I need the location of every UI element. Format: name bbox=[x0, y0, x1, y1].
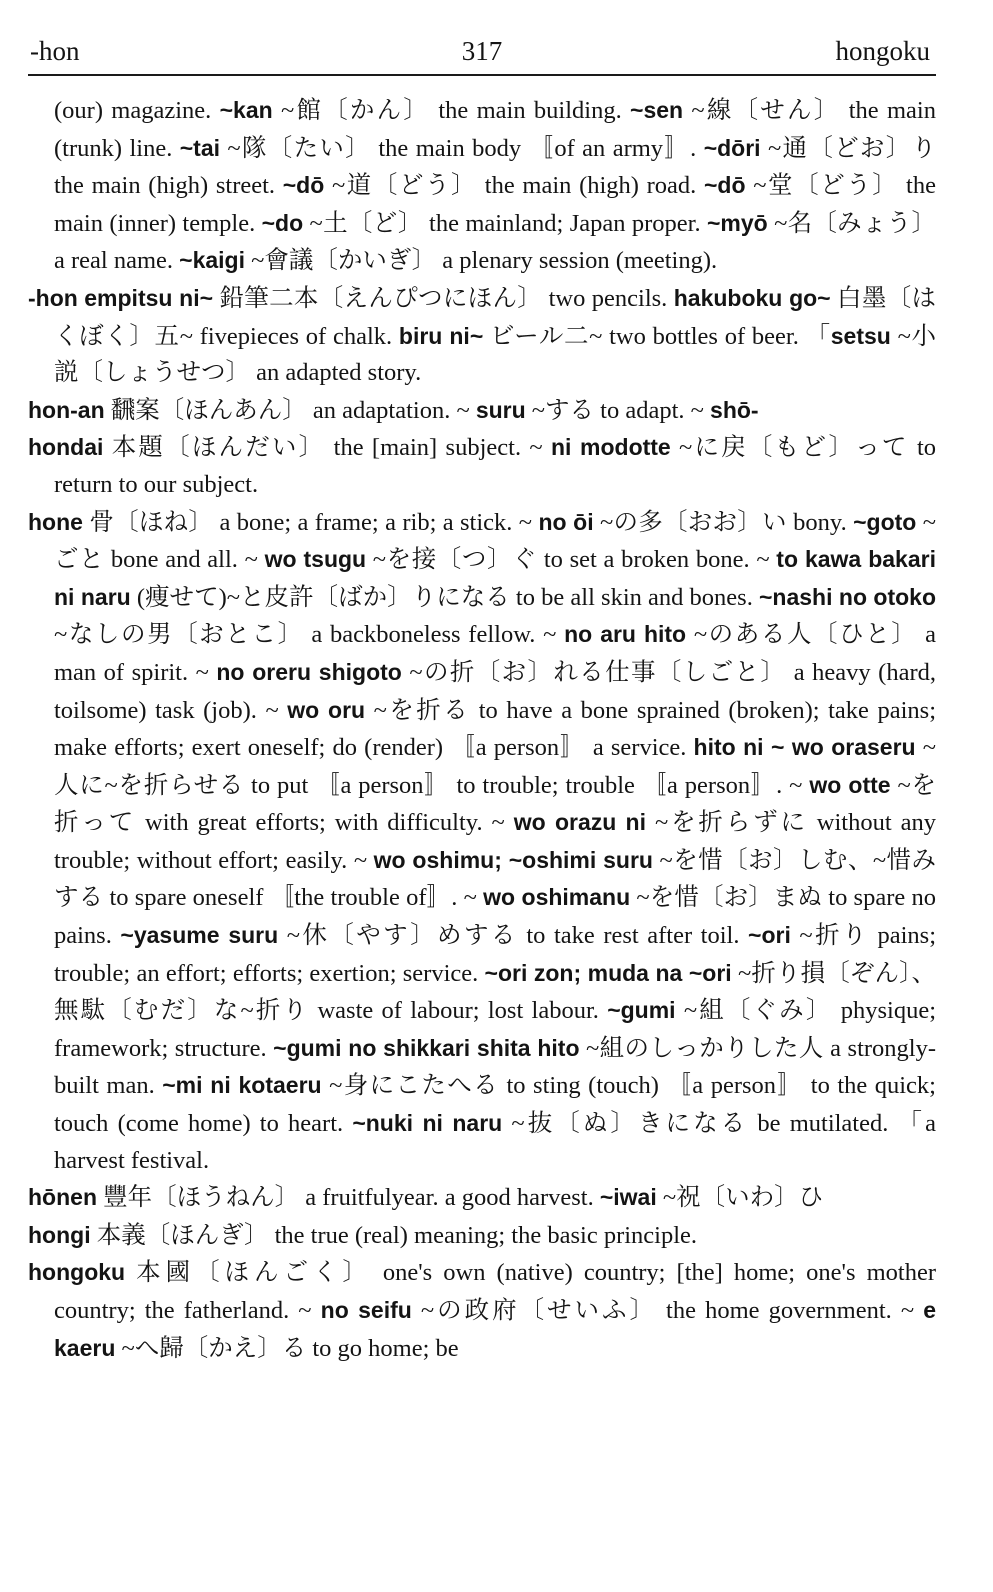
entry-text: 本義〔ほんぎ〕 the true (real) meaning; the basic principle. bbox=[90, 1221, 698, 1249]
page-header bbox=[28, 30, 936, 76]
romaji-phrase: ~iwai bbox=[599, 1184, 657, 1211]
entry-text: ~組〔ぐみ〕 physique; framework; structure. bbox=[54, 997, 937, 1062]
header-left-guide-word: -hon bbox=[30, 36, 80, 66]
romaji-phrase: no oreru shigoto bbox=[216, 658, 402, 685]
entry-headword: -hon bbox=[28, 284, 78, 311]
romaji-phrase: ~goto bbox=[853, 508, 917, 535]
entry-headword: hongi bbox=[28, 1221, 91, 1248]
dictionary-entry bbox=[28, 1254, 936, 1367]
romaji-phrase: biru ni~ bbox=[398, 322, 484, 349]
romaji-phrase: ~dō bbox=[282, 172, 325, 199]
romaji-phrase: wo oshimanu bbox=[483, 884, 631, 911]
romaji-phrase: wo tsugu bbox=[264, 546, 367, 573]
romaji-phrase: ~yasume suru bbox=[120, 922, 279, 949]
romaji-phrase: no seifu bbox=[320, 1297, 412, 1323]
romaji-phrase: ~dō bbox=[704, 172, 746, 199]
romaji-phrase: e kaeru bbox=[54, 1297, 937, 1361]
romaji-phrase: ni modotte bbox=[550, 434, 671, 461]
dictionary-entry bbox=[28, 280, 936, 392]
romaji-phrase: ~kaigi bbox=[179, 247, 246, 274]
entry-text: ~ごと bone and all. ~ bbox=[54, 508, 936, 574]
romaji-phrase: wo oshimu; ~oshimi suru bbox=[373, 846, 653, 873]
entry-text: (our) magazine. bbox=[54, 97, 220, 124]
entry-text: ~會議〔かいぎ〕 a plenary session (meeting). bbox=[245, 247, 718, 275]
entry-text: ~抜〔ぬ〕きになる be mutilated. 「a harvest festival. bbox=[54, 1110, 936, 1174]
romaji-phrase: ~kan bbox=[219, 97, 273, 123]
entry-text: ~身にこたへる to sting (touch) 〚a person〛 to the quick; touch (come home) to heart. bbox=[54, 1072, 936, 1138]
dictionary-entry bbox=[28, 504, 936, 1180]
entry-text: (痩せて)~と皮許〔ばか〕りになる to be all skin and bones. bbox=[130, 583, 759, 611]
entry-text: ~を折らずに without any trouble; without effort; easily. ~ bbox=[54, 809, 936, 874]
entry-text: ~道〔どう〕 the main (high) road. bbox=[324, 172, 704, 200]
entry-text: ~する to adapt. ~ bbox=[525, 396, 711, 424]
entry-text: ~を惜〔お〕しむ、~惜みする to spare oneself 〚the trouble of〛. ~ bbox=[54, 846, 936, 912]
dictionary-entry bbox=[28, 1217, 936, 1255]
romaji-phrase: wo oru bbox=[287, 696, 366, 723]
entry-text: ~祝〔いわ〕ひ bbox=[656, 1184, 824, 1212]
entry-text: ~を折る to have a bone sprained (broken); take pains; make efforts; exert oneself; do (render) 〚a person〛 a service. bbox=[54, 696, 936, 762]
entry-text: 豐年〔ほうねん〕 a fruitfulyear. a good harvest. bbox=[97, 1184, 600, 1212]
entry-text: 白墨〔はくぼく〕五~ fivepieces of chalk. bbox=[54, 284, 937, 350]
romaji-phrase: to kawa bakari ni naru bbox=[54, 546, 936, 610]
romaji-phrase: ~sen bbox=[630, 97, 684, 123]
romaji-phrase: ~mi ni kotaeru bbox=[162, 1072, 322, 1099]
entry-text: 飜案〔ほんあん〕 an adaptation. ~ bbox=[104, 396, 476, 424]
entry-text: ~通〔どお〕り the main (high) street. bbox=[54, 134, 936, 200]
romaji-phrase: shō- bbox=[710, 396, 759, 423]
header-right-guide-word: hongoku bbox=[835, 36, 930, 66]
entry-text: ~隊〔たい〕 the main body 〚of an army〛. bbox=[220, 134, 704, 162]
romaji-phrase: ~myō bbox=[707, 209, 768, 236]
entry-headword: hōnen bbox=[28, 1184, 97, 1211]
entry-text: ~を折って with great efforts; with difficulty. ~ bbox=[54, 771, 936, 837]
romaji-phrase: ~tai bbox=[179, 134, 221, 161]
romaji-phrase: ~gumi bbox=[607, 997, 676, 1024]
entry-text: ~堂〔どう〕 the main (inner) temple. bbox=[54, 172, 936, 237]
romaji-phrase: ~do bbox=[261, 209, 304, 236]
dictionary-entry bbox=[28, 429, 936, 503]
entry-headword: hone bbox=[28, 508, 83, 535]
entry-text: 鉛筆二本〔えんぴつにほん〕 two pencils. bbox=[213, 284, 674, 312]
entry-text: ~に戻〔もど〕って to return to our subject. bbox=[54, 434, 937, 498]
romaji-phrase: ~ori zon; muda na ~ori bbox=[484, 959, 732, 986]
entry-text: ~を接〔つ〕ぐ to set a broken bone. ~ bbox=[366, 546, 777, 574]
romaji-phrase: empitsu ni~ bbox=[84, 284, 214, 311]
entry-text: ~名〔みょう〕 a real name. bbox=[54, 209, 936, 275]
entry-headword: hon-an bbox=[28, 396, 105, 423]
entry-text: ビール二~ two bottles of beer. 「 bbox=[483, 322, 831, 350]
entry-text: ~小説〔しょうせつ〕 an adapted story. bbox=[54, 322, 937, 387]
entry-text: ~の多〔おお〕い bony. bbox=[593, 508, 854, 536]
romaji-phrase: setsu bbox=[830, 322, 891, 349]
entry-text: ~折り損〔ぞん〕、無駄〔むだ〕な~折り waste of labour; lost labour. bbox=[54, 959, 936, 1025]
entry-headword: hondai bbox=[28, 434, 104, 461]
entry-text: ~のある人〔ひと〕 a man of spirit. ~ bbox=[54, 621, 936, 686]
entry-text: ~折り pains; trouble; an effort; efforts; exertion; service. bbox=[54, 922, 936, 987]
entry-text: ~の折〔お〕れる仕事〔しごと〕 a heavy (hard, toilsome) task (job). ~ bbox=[54, 658, 936, 724]
romaji-phrase: ~nuki ni naru bbox=[352, 1110, 503, 1137]
dictionary-entry bbox=[28, 1179, 936, 1217]
entry-text: ~なしの男〔おとこ〕 a backboneless fellow. ~ bbox=[54, 621, 565, 649]
entry-text: ~館〔かん〕 the main building. bbox=[272, 97, 631, 124]
romaji-phrase: ~gumi no shikkari shita hito bbox=[273, 1034, 580, 1061]
entry-text: 骨〔ほね〕 a bone; a frame; a rib; a stick. ~ bbox=[82, 508, 539, 536]
dictionary-body bbox=[28, 92, 936, 1367]
entry-text: ~組のしっかりした人 a strongly-built man. bbox=[54, 1034, 937, 1100]
entry-text: ~を惜〔お〕まぬ to spare no pains. bbox=[54, 884, 936, 950]
entry-headword: hongoku bbox=[28, 1259, 126, 1286]
romaji-phrase: hito ni ~ wo oraseru bbox=[693, 734, 916, 761]
romaji-phrase: wo orazu ni bbox=[513, 809, 646, 836]
entry-text: ~休〔やす〕めする to take rest after toil. bbox=[278, 922, 749, 950]
entry-text: ~の政府〔せいふ〕 the home government. ~ bbox=[411, 1297, 924, 1324]
entry-text: 本題〔ほんだい〕 the [main] subject. ~ bbox=[103, 434, 551, 462]
entry-text: ~へ歸〔かえ〕る to go home; be bbox=[115, 1334, 459, 1362]
entry-text: ~人に~を折らせる to put 〚a person〛 to trouble; trouble 〚a person〛. ~ bbox=[54, 734, 936, 799]
romaji-phrase: hakuboku go~ bbox=[673, 284, 831, 311]
romaji-phrase: wo otte bbox=[809, 771, 891, 798]
entry-text: ~土〔ど〕 the mainland; Japan proper. bbox=[303, 209, 707, 237]
entry-text: ~線〔せん〕 the main (trunk) line. bbox=[54, 97, 936, 162]
entry-text: 本國〔ほんごく〕 one's own (native) country; [the] home; one's mother country; the fatherland. ~ bbox=[54, 1259, 936, 1324]
dictionary-entry bbox=[28, 92, 936, 280]
page-number: 317 bbox=[461, 36, 503, 66]
romaji-phrase: ~nashi no otoko bbox=[758, 583, 937, 610]
romaji-phrase: ~ori bbox=[748, 922, 791, 949]
romaji-phrase: no aru hito bbox=[564, 621, 687, 648]
romaji-phrase: ~dōri bbox=[703, 134, 761, 161]
romaji-phrase: no ōi bbox=[538, 508, 594, 535]
dictionary-entry bbox=[28, 392, 936, 430]
romaji-phrase: suru bbox=[475, 396, 526, 423]
